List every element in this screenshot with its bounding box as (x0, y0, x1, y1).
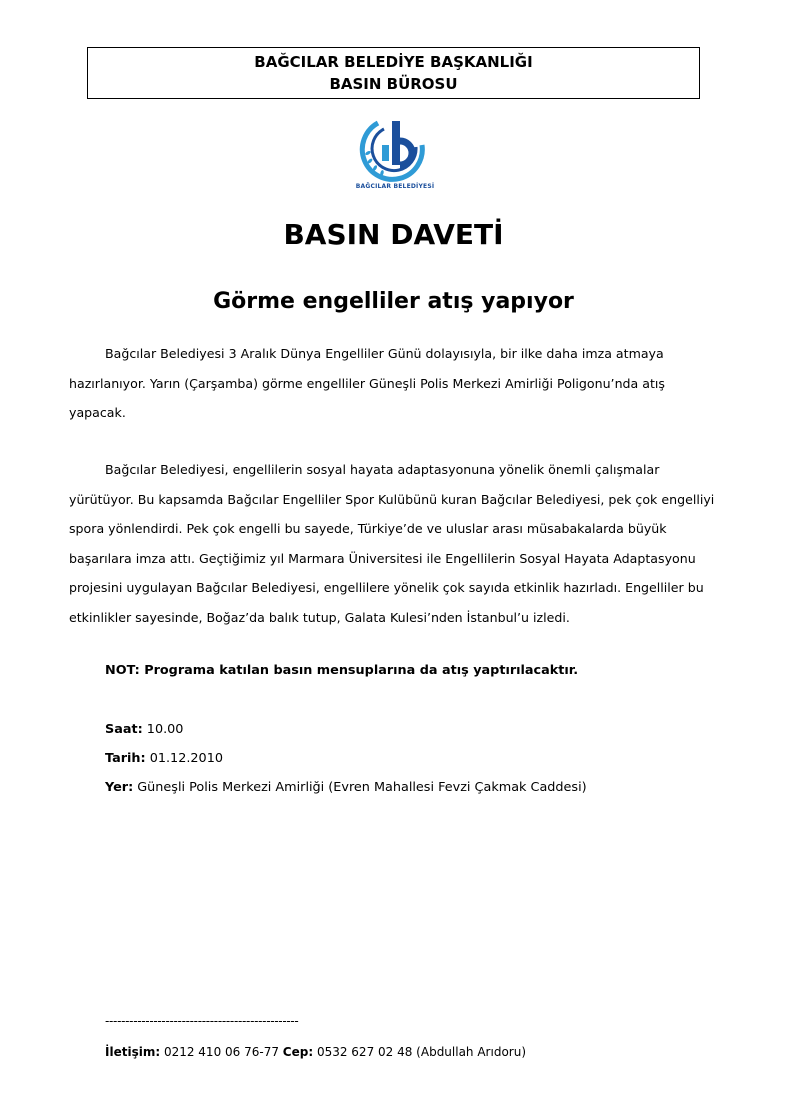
paragraph-2-container (69, 455, 725, 632)
time-value: 10.00 (142, 722, 184, 737)
contact-mobile: 0532 627 02 48 (Abdullah Arıdoru) (313, 1045, 527, 1059)
date-label: Tarih: (105, 751, 146, 766)
header-line-1: BAĞCILAR BELEDİYE BAŞKANLIĞI (254, 53, 533, 71)
page-subtitle: Görme engelliler atış yapıyor (213, 289, 574, 314)
place-label: Yer: (105, 780, 134, 795)
logo-caption: BAĞCILAR BELEDİYESİ (355, 183, 435, 190)
date-value: 01.12.2010 (145, 751, 223, 766)
logo-emblem-icon (356, 115, 434, 185)
footer-separator: ------------------------------------------------ (105, 1014, 299, 1028)
contact-line (105, 1045, 526, 1059)
contact-phone: 0212 410 06 76-77 (160, 1045, 283, 1059)
place-line (105, 780, 587, 795)
mobile-label: Cep: (282, 1045, 314, 1059)
note-text: NOT: Programa katılan basın mensuplarına da atış yaptırılacaktır. (105, 663, 579, 678)
contact-label: İletişim: (105, 1045, 161, 1059)
place-value: Güneşli Polis Merkezi Amirliği (Evren Mahallesi Fevzi Çakmak Caddesi) (133, 780, 587, 795)
header-box (87, 47, 700, 99)
page-title: BASIN DAVETİ (283, 218, 504, 251)
time-line (105, 722, 183, 737)
date-line (105, 751, 223, 766)
time-label: Saat: (105, 722, 143, 737)
paragraph-1-container (69, 339, 725, 428)
header-line-2: BASIN BÜROSU (329, 75, 458, 93)
paragraph-2: Bağcılar Belediyesi, engellilerin sosyal hayata adaptasyonuna yönelik önemli çalışmalar yürütüyor. Bu kapsamda Bağcılar Engelliler Spor Kulübünü kuran Bağcılar Belediyesi, pek çok engelliyi spora yönlendirdi. Pek çok engelli bu sayede, Türkiye’de ve uluslar arası müsabakalarda büyük başarılara imza attı. Geçtiğimiz yıl Marmara Üniversitesi ile Engellilerin Sosyal Hayata Adaptasyonu projesini uygulayan Bağcılar Belediyesi, engellilere yönelik çok sayıda etkinlik hazırladı. Engelliler bu etkinlikler sayesinde, Boğaz’da balık tutup, Galata Kulesi’nden İstanbul’u izledi. (69, 462, 715, 625)
paragraph-1: Bağcılar Belediyesi 3 Aralık Dünya Engelliler Günü dolayısıyla, bir ilke daha imza atmaya hazırlanıyor. Yarın (Çarşamba) görme engelliler Güneşli Polis Merkezi Amirliği Poligonu’nda atış yapacak. (69, 346, 665, 420)
